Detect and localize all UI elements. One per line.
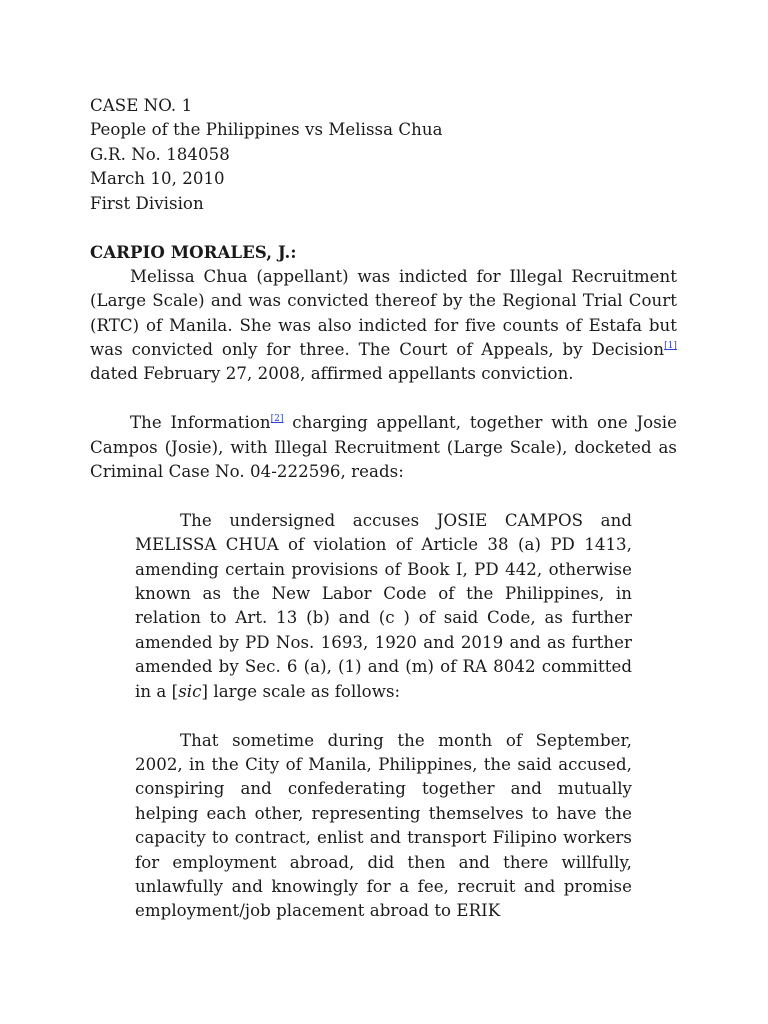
case-header bbox=[90, 94, 677, 216]
paragraph-intro-text: Melissa Chua (appellant) was indicted for Illegal Recruitment (Large Scale) and was convicted thereof by the Regional Trial Court (RTC) of Manila. She was also indicted for five counts of Estafa but was convicted only for three. The Court of Appeals, by Decision bbox=[90, 266, 677, 360]
spacer bbox=[90, 484, 677, 508]
footnote-link-1[interactable]: [1] bbox=[664, 341, 677, 352]
paragraph-information-text: The Information bbox=[130, 413, 271, 433]
case-number: CASE NO. 1 bbox=[90, 96, 193, 115]
paragraph-information-tail: charging appellant, together with one Josie Campos (Josie), with Illegal Recruitment (Large Scale), docketed as Criminal Case No. 04-222596, reads: bbox=[90, 413, 677, 482]
quoted-information-1 bbox=[135, 509, 632, 704]
footnote-link-2[interactable]: [2] bbox=[270, 414, 284, 425]
division: First Division bbox=[90, 193, 204, 213]
paragraph-information bbox=[90, 411, 677, 484]
ponente-heading: CARPIO MORALES, J.: bbox=[90, 242, 297, 263]
paragraph-intro bbox=[90, 265, 677, 387]
paragraph-intro-tail: dated February 27, 2008, affirmed appellants conviction. bbox=[90, 364, 574, 384]
decision-date: March 10, 2010 bbox=[90, 169, 225, 189]
spacer bbox=[90, 387, 677, 411]
document-body bbox=[90, 94, 677, 924]
spacer bbox=[90, 216, 677, 240]
quote-2-text: That sometime during the month of September, 2002, in the City of Manila, Philippines, the said accused, conspiring and confederating together and mutually helping each other, representing themselves to have the capacity to contract, enlist and transport Filipino workers for employment abroad, did then and there willfully, unlawfully and knowingly for a fee, recruit and promise employment/job placement abroad to ERIK bbox=[135, 730, 632, 921]
gr-number: G.R. No. 184058 bbox=[90, 144, 230, 164]
quoted-information-2 bbox=[135, 729, 632, 924]
spacer bbox=[90, 704, 677, 728]
sic-marker: sic bbox=[178, 681, 202, 701]
quote-1-tail: ] large scale as follows: bbox=[201, 681, 401, 701]
case-title: People of the Philippines vs Melissa Chua bbox=[90, 120, 443, 140]
quote-1-text: The undersigned accuses JOSIE CAMPOS and MELISSA CHUA of violation of Article 38 (a) PD 1413, amending certain provisions of Book I, PD 442, otherwise known as the New Labor Code of the Philippines, in relation to Art. 13 (b) and (c ) of said Code, as further amended by PD Nos. 1693, 1920 and 2019 and as further amended by Sec. 6 (a), (1) and (m) of RA 8042 committed in a [ bbox=[135, 510, 632, 701]
